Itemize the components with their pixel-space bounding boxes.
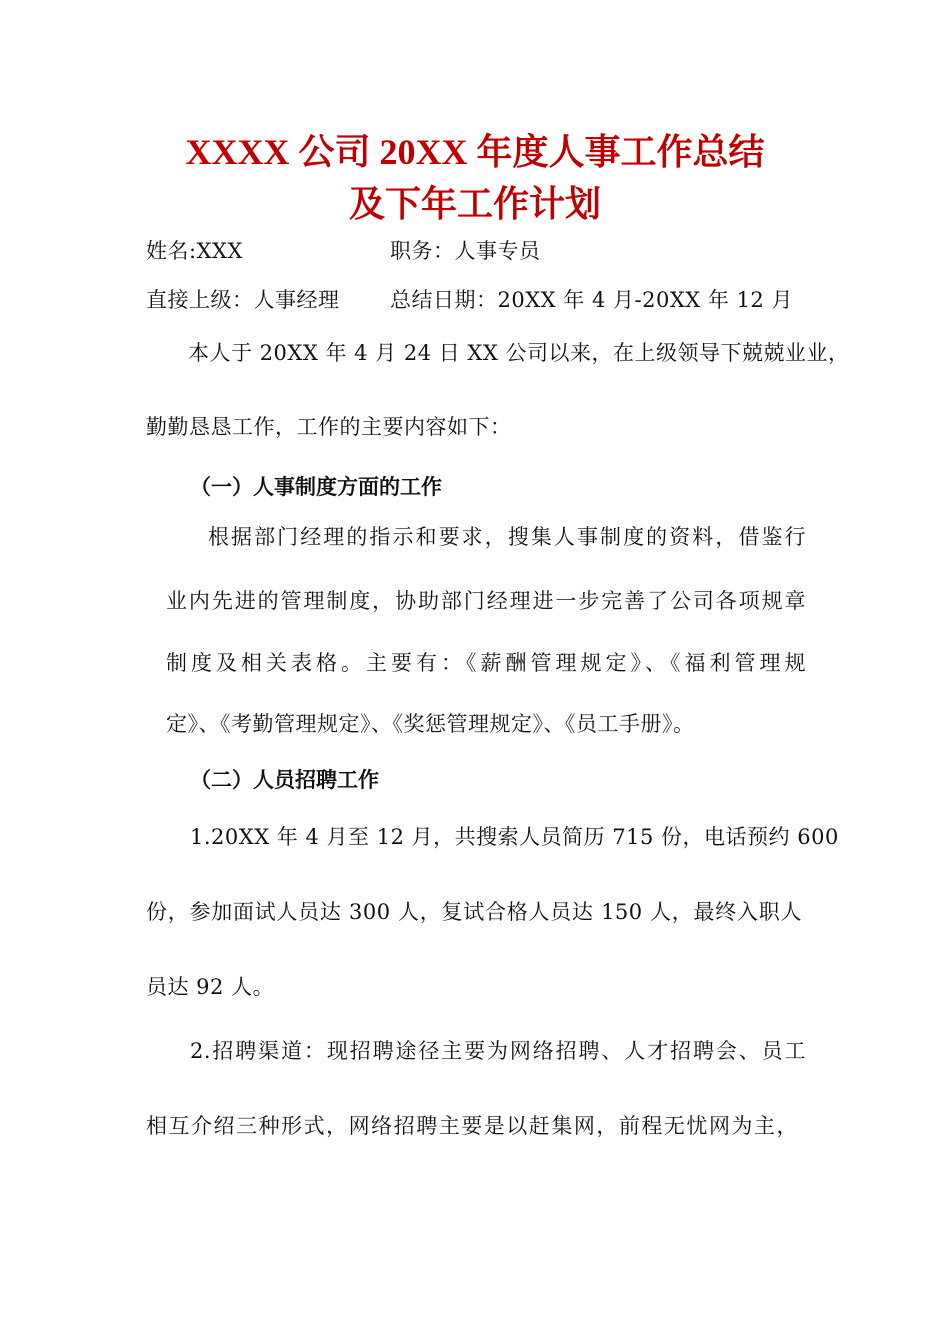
- section1-line-3: 制度及相关表格。主要有：《薪酬管理规定》、《福利管理规: [166, 651, 806, 675]
- section2-item1-line-1: 1.20XX 年 4 月至 12 月，共搜索人员简历 715 份，电话预约 600: [190, 825, 839, 849]
- section2-item2-line-1: 2.招聘渠道：现招聘途径主要为网络招聘、人才招聘会、员工: [190, 1039, 806, 1063]
- section1-line-2: 业内先进的管理制度，协助部门经理进一步完善了公司各项规章: [166, 589, 806, 613]
- document-title-line2: 及下年工作计划: [348, 184, 601, 224]
- info-summary-date: 总结日期：20XX 年 4 月-20XX 年 12 月: [390, 288, 793, 312]
- document-title-line1: XXXX 公司 20XX 年度人事工作总结: [185, 132, 765, 172]
- info-supervisor: 直接上级：人事经理: [146, 288, 340, 312]
- info-position: 职务：人事专员: [390, 239, 541, 263]
- section2-item1-line-3: 员达 92 人。: [146, 975, 275, 999]
- section1-line-4: 定》、《考勤管理规定》、《奖惩管理规定》、《员工手册》。: [166, 712, 695, 736]
- section2-item1-line-2: 份，参加面试人员达 300 人，复试合格人员达 150 人，最终入职人: [146, 900, 802, 924]
- intro-line-2: 勤勤恳恳工作，工作的主要内容如下：: [146, 415, 512, 439]
- section1-heading: （一）人事制度方面的工作: [190, 475, 442, 499]
- info-name: 姓名:XXX: [146, 239, 243, 263]
- intro-line-1: 本人于 20XX 年 4 月 24 日 XX 公司以来，在上级领导下兢兢业业，: [188, 341, 850, 365]
- section1-line-1: 根据部门经理的指示和要求，搜集人事制度的资料，借鉴行: [208, 525, 806, 549]
- section2-heading: （二）人员招聘工作: [190, 768, 379, 792]
- section2-item2-line-2: 相互介绍三种形式，网络招聘主要是以赶集网，前程无忧网为主，: [146, 1114, 798, 1138]
